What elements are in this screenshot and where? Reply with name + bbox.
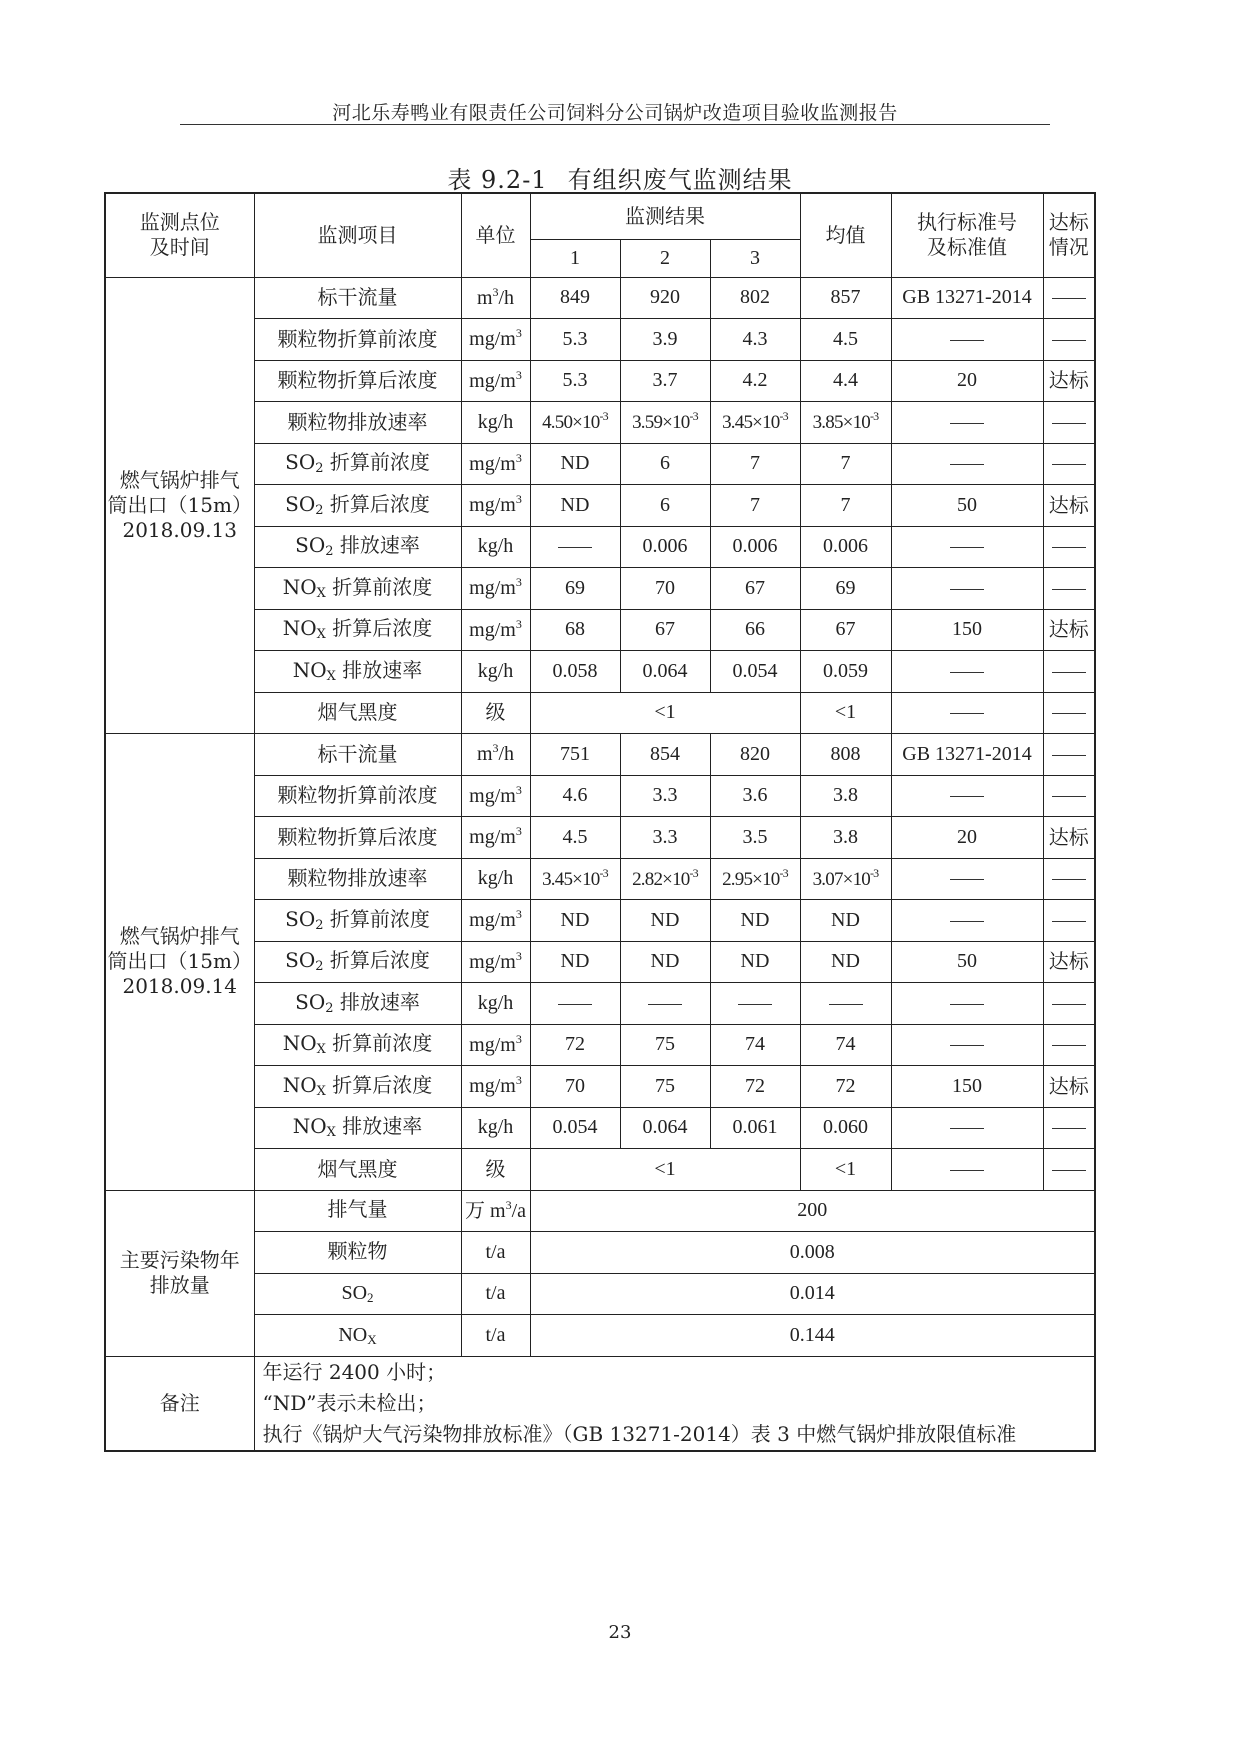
average-cell: 4.4 xyxy=(800,360,891,402)
table-row xyxy=(105,900,1095,942)
table-row xyxy=(105,568,1095,610)
table-row xyxy=(105,817,1095,859)
result-cell: 3.5 xyxy=(710,817,800,859)
result-cell: 3.7 xyxy=(620,360,710,402)
result-cell: 75 xyxy=(620,1024,710,1066)
unit-cell: $mg/m^3$ xyxy=(461,485,530,527)
compliance-cell: 达标 xyxy=(1043,485,1095,527)
item-cell: 颗粒物折算前浓度 xyxy=(254,319,461,361)
item-cell: $SO_2$ 折算前浓度 xyxy=(254,443,461,485)
result-cell: ND xyxy=(710,900,800,942)
notes-row xyxy=(105,1356,1095,1451)
result-cell xyxy=(530,983,620,1025)
unit-cell: t/a xyxy=(461,1273,530,1315)
dash-mark xyxy=(1052,796,1086,797)
average-cell: 0.006 xyxy=(800,526,891,568)
result-cell: 4.5 xyxy=(530,817,620,859)
result-cell: $3.45\times 10^{-3}$ xyxy=(530,858,620,900)
table-row xyxy=(105,1149,1095,1191)
result-cell: 849 xyxy=(530,277,620,319)
table-row xyxy=(105,775,1095,817)
table-row xyxy=(105,526,1095,568)
result-cell xyxy=(710,983,800,1025)
result-cell: 0.006 xyxy=(710,526,800,568)
result-cell: ND xyxy=(620,941,710,983)
dash-mark xyxy=(1052,423,1086,424)
result-cell: <1 xyxy=(530,692,800,734)
result-cell: $3.59\times 10^{-3}$ xyxy=(620,402,710,444)
standard-cell: 150 xyxy=(891,1066,1043,1108)
result-cell: 70 xyxy=(530,1066,620,1108)
standard-cell: GB 13271-2014 xyxy=(891,734,1043,776)
result-cell: 0.064 xyxy=(620,1107,710,1149)
item-cell: $SO_2$ xyxy=(254,1273,461,1315)
item-cell: $NO_X$ 排放速率 xyxy=(254,1107,461,1149)
unit-cell: $m^3/h$ xyxy=(461,277,530,319)
table-row xyxy=(105,1232,1095,1274)
item-cell: $SO_2$ 排放速率 xyxy=(254,526,461,568)
table-row xyxy=(105,277,1095,319)
standard-cell: 20 xyxy=(891,360,1043,402)
table-caption xyxy=(0,160,1240,195)
standard-cell: 50 xyxy=(891,485,1043,527)
compliance-cell xyxy=(1043,277,1095,319)
average-cell: 0.059 xyxy=(800,651,891,693)
dash-mark xyxy=(1052,879,1086,880)
compliance-cell xyxy=(1043,402,1095,444)
table-row xyxy=(105,443,1095,485)
compliance-cell: 达标 xyxy=(1043,817,1095,859)
result-cell: 74 xyxy=(710,1024,800,1066)
dash-mark xyxy=(950,464,984,465)
col-header-point: 监测点位 及时间 xyxy=(105,193,254,277)
table-row xyxy=(105,1024,1095,1066)
table-row xyxy=(105,983,1095,1025)
dash-mark xyxy=(1052,672,1086,673)
standard-cell xyxy=(891,900,1043,942)
unit-cell: t/a xyxy=(461,1315,530,1357)
item-cell: $SO_2$ 折算后浓度 xyxy=(254,485,461,527)
standard-cell xyxy=(891,983,1043,1025)
result-cell: 72 xyxy=(710,1066,800,1108)
result-cell: 5.3 xyxy=(530,319,620,361)
monitoring-point: 燃气锅炉排气 筒出口（15m） 2018.09.13 xyxy=(105,277,254,734)
dash-mark xyxy=(558,1004,592,1005)
compliance-cell: 达标 xyxy=(1043,609,1095,651)
result-cell: 6 xyxy=(620,485,710,527)
result-cell: 0.054 xyxy=(530,1107,620,1149)
average-cell: 7 xyxy=(800,443,891,485)
result-cell xyxy=(620,983,710,1025)
result-cell: 3.3 xyxy=(620,775,710,817)
table-row xyxy=(105,858,1095,900)
average-cell xyxy=(800,983,891,1025)
result-cell: $3.45\times 10^{-3}$ xyxy=(710,402,800,444)
compliance-cell xyxy=(1043,1149,1095,1191)
item-cell: 颗粒物排放速率 xyxy=(254,402,461,444)
average-cell: <1 xyxy=(800,692,891,734)
average-cell: 4.5 xyxy=(800,319,891,361)
table-row xyxy=(105,1315,1095,1357)
page-number: 23 xyxy=(608,1622,632,1643)
col-header-results: 监测结果 xyxy=(530,193,800,239)
compliance-cell xyxy=(1043,651,1095,693)
unit-cell: kg/h xyxy=(461,402,530,444)
compliance-cell xyxy=(1043,1107,1095,1149)
result-cell: ND xyxy=(530,900,620,942)
annual-value-cell: 0.008 xyxy=(530,1232,1095,1274)
dash-mark xyxy=(950,547,984,548)
unit-cell: 级 xyxy=(461,692,530,734)
standard-cell xyxy=(891,526,1043,568)
note-line: “ND”表示未检出； xyxy=(262,1390,437,1415)
item-cell: 标干流量 xyxy=(254,277,461,319)
unit-cell: $mg/m^3$ xyxy=(461,941,530,983)
unit-cell: 万 $m^3/a$ xyxy=(461,1190,530,1232)
annual-value-cell: 0.014 xyxy=(530,1273,1095,1315)
result-cell: 802 xyxy=(710,277,800,319)
table-row xyxy=(105,941,1095,983)
col-header-avg: 均值 xyxy=(800,193,891,277)
average-cell: <1 xyxy=(800,1149,891,1191)
col-header-result-1: 1 xyxy=(530,239,620,277)
table-row xyxy=(105,1066,1095,1108)
result-cell: 0.006 xyxy=(620,526,710,568)
result-cell: $2.82\times 10^{-3}$ xyxy=(620,858,710,900)
average-cell: $3.07\times 10^{-3}$ xyxy=(800,858,891,900)
item-cell: $SO_2$ 折算后浓度 xyxy=(254,941,461,983)
col-header-result-3: 3 xyxy=(710,239,800,277)
result-cell: 854 xyxy=(620,734,710,776)
dash-mark xyxy=(738,1004,772,1005)
item-cell: 颗粒物 xyxy=(254,1232,461,1274)
annual-emissions-label: 主要污染物年 排放量 xyxy=(105,1190,254,1356)
dash-mark xyxy=(1052,1045,1086,1046)
annual-value-cell: 0.144 xyxy=(530,1315,1095,1357)
item-cell: 排气量 xyxy=(254,1190,461,1232)
result-cell: 7 xyxy=(710,443,800,485)
result-cell: 67 xyxy=(620,609,710,651)
unit-cell: 级 xyxy=(461,1149,530,1191)
result-cell: ND xyxy=(530,485,620,527)
item-cell: 烟气黑度 xyxy=(254,692,461,734)
table-row xyxy=(105,402,1095,444)
result-cell: $4.50\times 10^{-3}$ xyxy=(530,402,620,444)
standard-cell xyxy=(891,319,1043,361)
compliance-cell xyxy=(1043,775,1095,817)
compliance-cell xyxy=(1043,443,1095,485)
dash-mark xyxy=(1052,340,1086,341)
item-cell: $NO_X$ 排放速率 xyxy=(254,651,461,693)
standard-cell xyxy=(891,1149,1043,1191)
result-cell: <1 xyxy=(530,1149,800,1191)
standard-cell xyxy=(891,1107,1043,1149)
compliance-cell: 达标 xyxy=(1043,1066,1095,1108)
standard-cell xyxy=(891,692,1043,734)
table-row xyxy=(105,692,1095,734)
dash-mark xyxy=(1052,547,1086,548)
average-cell: ND xyxy=(800,941,891,983)
average-cell: 0.060 xyxy=(800,1107,891,1149)
unit-cell: $mg/m^3$ xyxy=(461,1066,530,1108)
dash-mark xyxy=(648,1004,682,1005)
result-cell: 751 xyxy=(530,734,620,776)
result-cell: 72 xyxy=(530,1024,620,1066)
unit-cell: kg/h xyxy=(461,858,530,900)
standard-cell xyxy=(891,775,1043,817)
dash-mark xyxy=(950,921,984,922)
result-cell: 67 xyxy=(710,568,800,610)
item-cell: $NO_X$ 折算前浓度 xyxy=(254,568,461,610)
result-cell: 69 xyxy=(530,568,620,610)
result-cell: 70 xyxy=(620,568,710,610)
dash-mark xyxy=(950,713,984,714)
annual-value-cell: 200 xyxy=(530,1190,1095,1232)
unit-cell: $mg/m^3$ xyxy=(461,775,530,817)
dash-mark xyxy=(1052,755,1086,756)
average-cell: $3.85\times 10^{-3}$ xyxy=(800,402,891,444)
standard-cell xyxy=(891,1024,1043,1066)
dash-mark xyxy=(950,796,984,797)
unit-cell: $mg/m^3$ xyxy=(461,443,530,485)
item-cell: 颗粒物折算后浓度 xyxy=(254,817,461,859)
col-header-item: 监测项目 xyxy=(254,193,461,277)
result-cell: 920 xyxy=(620,277,710,319)
unit-cell: $mg/m^3$ xyxy=(461,360,530,402)
result-cell: 0.058 xyxy=(530,651,620,693)
result-cell: 820 xyxy=(710,734,800,776)
compliance-cell xyxy=(1043,568,1095,610)
dash-mark xyxy=(1052,298,1086,299)
average-cell: 74 xyxy=(800,1024,891,1066)
unit-cell: $mg/m^3$ xyxy=(461,817,530,859)
dash-mark xyxy=(1052,589,1086,590)
notes-label: 备注 xyxy=(105,1356,254,1451)
dash-mark xyxy=(950,879,984,880)
compliance-cell xyxy=(1043,900,1095,942)
col-header-result-2: 2 xyxy=(620,239,710,277)
average-cell: 3.8 xyxy=(800,817,891,859)
item-cell: 颗粒物排放速率 xyxy=(254,858,461,900)
result-cell: 4.3 xyxy=(710,319,800,361)
standard-cell xyxy=(891,443,1043,485)
compliance-cell xyxy=(1043,319,1095,361)
standard-cell xyxy=(891,402,1043,444)
table-row xyxy=(105,1190,1095,1232)
standard-cell: 50 xyxy=(891,941,1043,983)
dash-mark xyxy=(950,340,984,341)
result-cell: ND xyxy=(530,443,620,485)
result-cell: 68 xyxy=(530,609,620,651)
average-cell: 808 xyxy=(800,734,891,776)
result-cell: 4.2 xyxy=(710,360,800,402)
average-cell: 67 xyxy=(800,609,891,651)
unit-cell: $mg/m^3$ xyxy=(461,1024,530,1066)
average-cell: 7 xyxy=(800,485,891,527)
item-cell: $SO_2$ 折算前浓度 xyxy=(254,900,461,942)
standard-cell: 150 xyxy=(891,609,1043,651)
item-cell: 烟气黑度 xyxy=(254,1149,461,1191)
average-cell: 3.8 xyxy=(800,775,891,817)
result-cell: 0.061 xyxy=(710,1107,800,1149)
dash-mark xyxy=(558,547,592,548)
unit-cell: $mg/m^3$ xyxy=(461,319,530,361)
dash-mark xyxy=(1052,1004,1086,1005)
result-cell: 75 xyxy=(620,1066,710,1108)
result-cell xyxy=(530,526,620,568)
dash-mark xyxy=(950,589,984,590)
table-row xyxy=(105,609,1095,651)
dash-mark xyxy=(1052,713,1086,714)
table-row xyxy=(105,651,1095,693)
table-title: 有组织废气监测结果 xyxy=(567,166,793,194)
unit-cell: $mg/m^3$ xyxy=(461,568,530,610)
standard-cell xyxy=(891,651,1043,693)
unit-cell: $m^3/h$ xyxy=(461,734,530,776)
compliance-cell xyxy=(1043,1024,1095,1066)
monitoring-point: 燃气锅炉排气 筒出口（15m） 2018.09.14 xyxy=(105,734,254,1191)
standard-cell xyxy=(891,568,1043,610)
compliance-cell: 达标 xyxy=(1043,941,1095,983)
note-line: 执行《锅炉大气污染物排放标准》（GB 13271-2014）表 3 中燃气锅炉排放限值标准 xyxy=(262,1421,1017,1446)
result-cell: 0.054 xyxy=(710,651,800,693)
emission-results-table xyxy=(104,192,1096,1452)
dash-mark xyxy=(1052,921,1086,922)
table-row xyxy=(105,1273,1095,1315)
compliance-cell xyxy=(1043,734,1095,776)
result-cell: 6 xyxy=(620,443,710,485)
result-cell: 3.6 xyxy=(710,775,800,817)
table-row xyxy=(105,485,1095,527)
dash-mark xyxy=(950,1128,984,1129)
item-cell: $SO_2$ 排放速率 xyxy=(254,983,461,1025)
item-cell: 颗粒物折算后浓度 xyxy=(254,360,461,402)
compliance-cell: 达标 xyxy=(1043,360,1095,402)
table-row xyxy=(105,360,1095,402)
notes-content xyxy=(254,1356,1095,1451)
standard-cell: GB 13271-2014 xyxy=(891,277,1043,319)
unit-cell: t/a xyxy=(461,1232,530,1274)
dash-mark xyxy=(829,1004,863,1005)
dash-mark xyxy=(950,672,984,673)
result-cell: 3.9 xyxy=(620,319,710,361)
col-header-unit: 单位 xyxy=(461,193,530,277)
average-cell: 69 xyxy=(800,568,891,610)
table-row xyxy=(105,319,1095,361)
item-cell: $NO_X$ 折算后浓度 xyxy=(254,1066,461,1108)
average-cell: ND xyxy=(800,900,891,942)
result-cell: 3.3 xyxy=(620,817,710,859)
dash-mark xyxy=(1052,1128,1086,1129)
item-cell: $NO_X$ xyxy=(254,1315,461,1357)
item-cell: 标干流量 xyxy=(254,734,461,776)
note-line: 年运行 2400 小时； xyxy=(262,1359,447,1384)
unit-cell: $mg/m^3$ xyxy=(461,609,530,651)
compliance-cell xyxy=(1043,858,1095,900)
header-rule xyxy=(180,124,1050,125)
table-row xyxy=(105,734,1095,776)
result-cell: ND xyxy=(710,941,800,983)
result-cell: ND xyxy=(530,941,620,983)
result-cell: 0.064 xyxy=(620,651,710,693)
col-header-standard: 执行标准号 及标准值 xyxy=(891,193,1043,277)
item-cell: $NO_X$ 折算前浓度 xyxy=(254,1024,461,1066)
unit-cell: kg/h xyxy=(461,526,530,568)
report-header: 河北乐寿鸭业有限责任公司饲料分公司锅炉改造项目验收监测报告 xyxy=(332,102,898,124)
average-cell: 72 xyxy=(800,1066,891,1108)
result-cell: 5.3 xyxy=(530,360,620,402)
item-cell: 颗粒物折算前浓度 xyxy=(254,775,461,817)
item-cell: $NO_X$ 折算后浓度 xyxy=(254,609,461,651)
dash-mark xyxy=(950,1045,984,1046)
compliance-cell xyxy=(1043,526,1095,568)
unit-cell: kg/h xyxy=(461,1107,530,1149)
result-cell: 66 xyxy=(710,609,800,651)
result-cell: $2.95\times 10^{-3}$ xyxy=(710,858,800,900)
compliance-cell xyxy=(1043,692,1095,734)
dash-mark xyxy=(950,423,984,424)
dash-mark xyxy=(1052,1170,1086,1171)
col-header-compliance: 达标 情况 xyxy=(1043,193,1095,277)
dash-mark xyxy=(950,1004,984,1005)
compliance-cell xyxy=(1043,983,1095,1025)
unit-cell: $mg/m^3$ xyxy=(461,900,530,942)
standard-cell: 20 xyxy=(891,817,1043,859)
dash-mark xyxy=(1052,464,1086,465)
standard-cell xyxy=(891,858,1043,900)
table-row xyxy=(105,1107,1095,1149)
table-number: 表 9.2-1 xyxy=(447,166,548,194)
unit-cell: kg/h xyxy=(461,983,530,1025)
result-cell: ND xyxy=(620,900,710,942)
dash-mark xyxy=(950,1170,984,1171)
unit-cell: kg/h xyxy=(461,651,530,693)
result-cell: 7 xyxy=(710,485,800,527)
average-cell: 857 xyxy=(800,277,891,319)
result-cell: 4.6 xyxy=(530,775,620,817)
